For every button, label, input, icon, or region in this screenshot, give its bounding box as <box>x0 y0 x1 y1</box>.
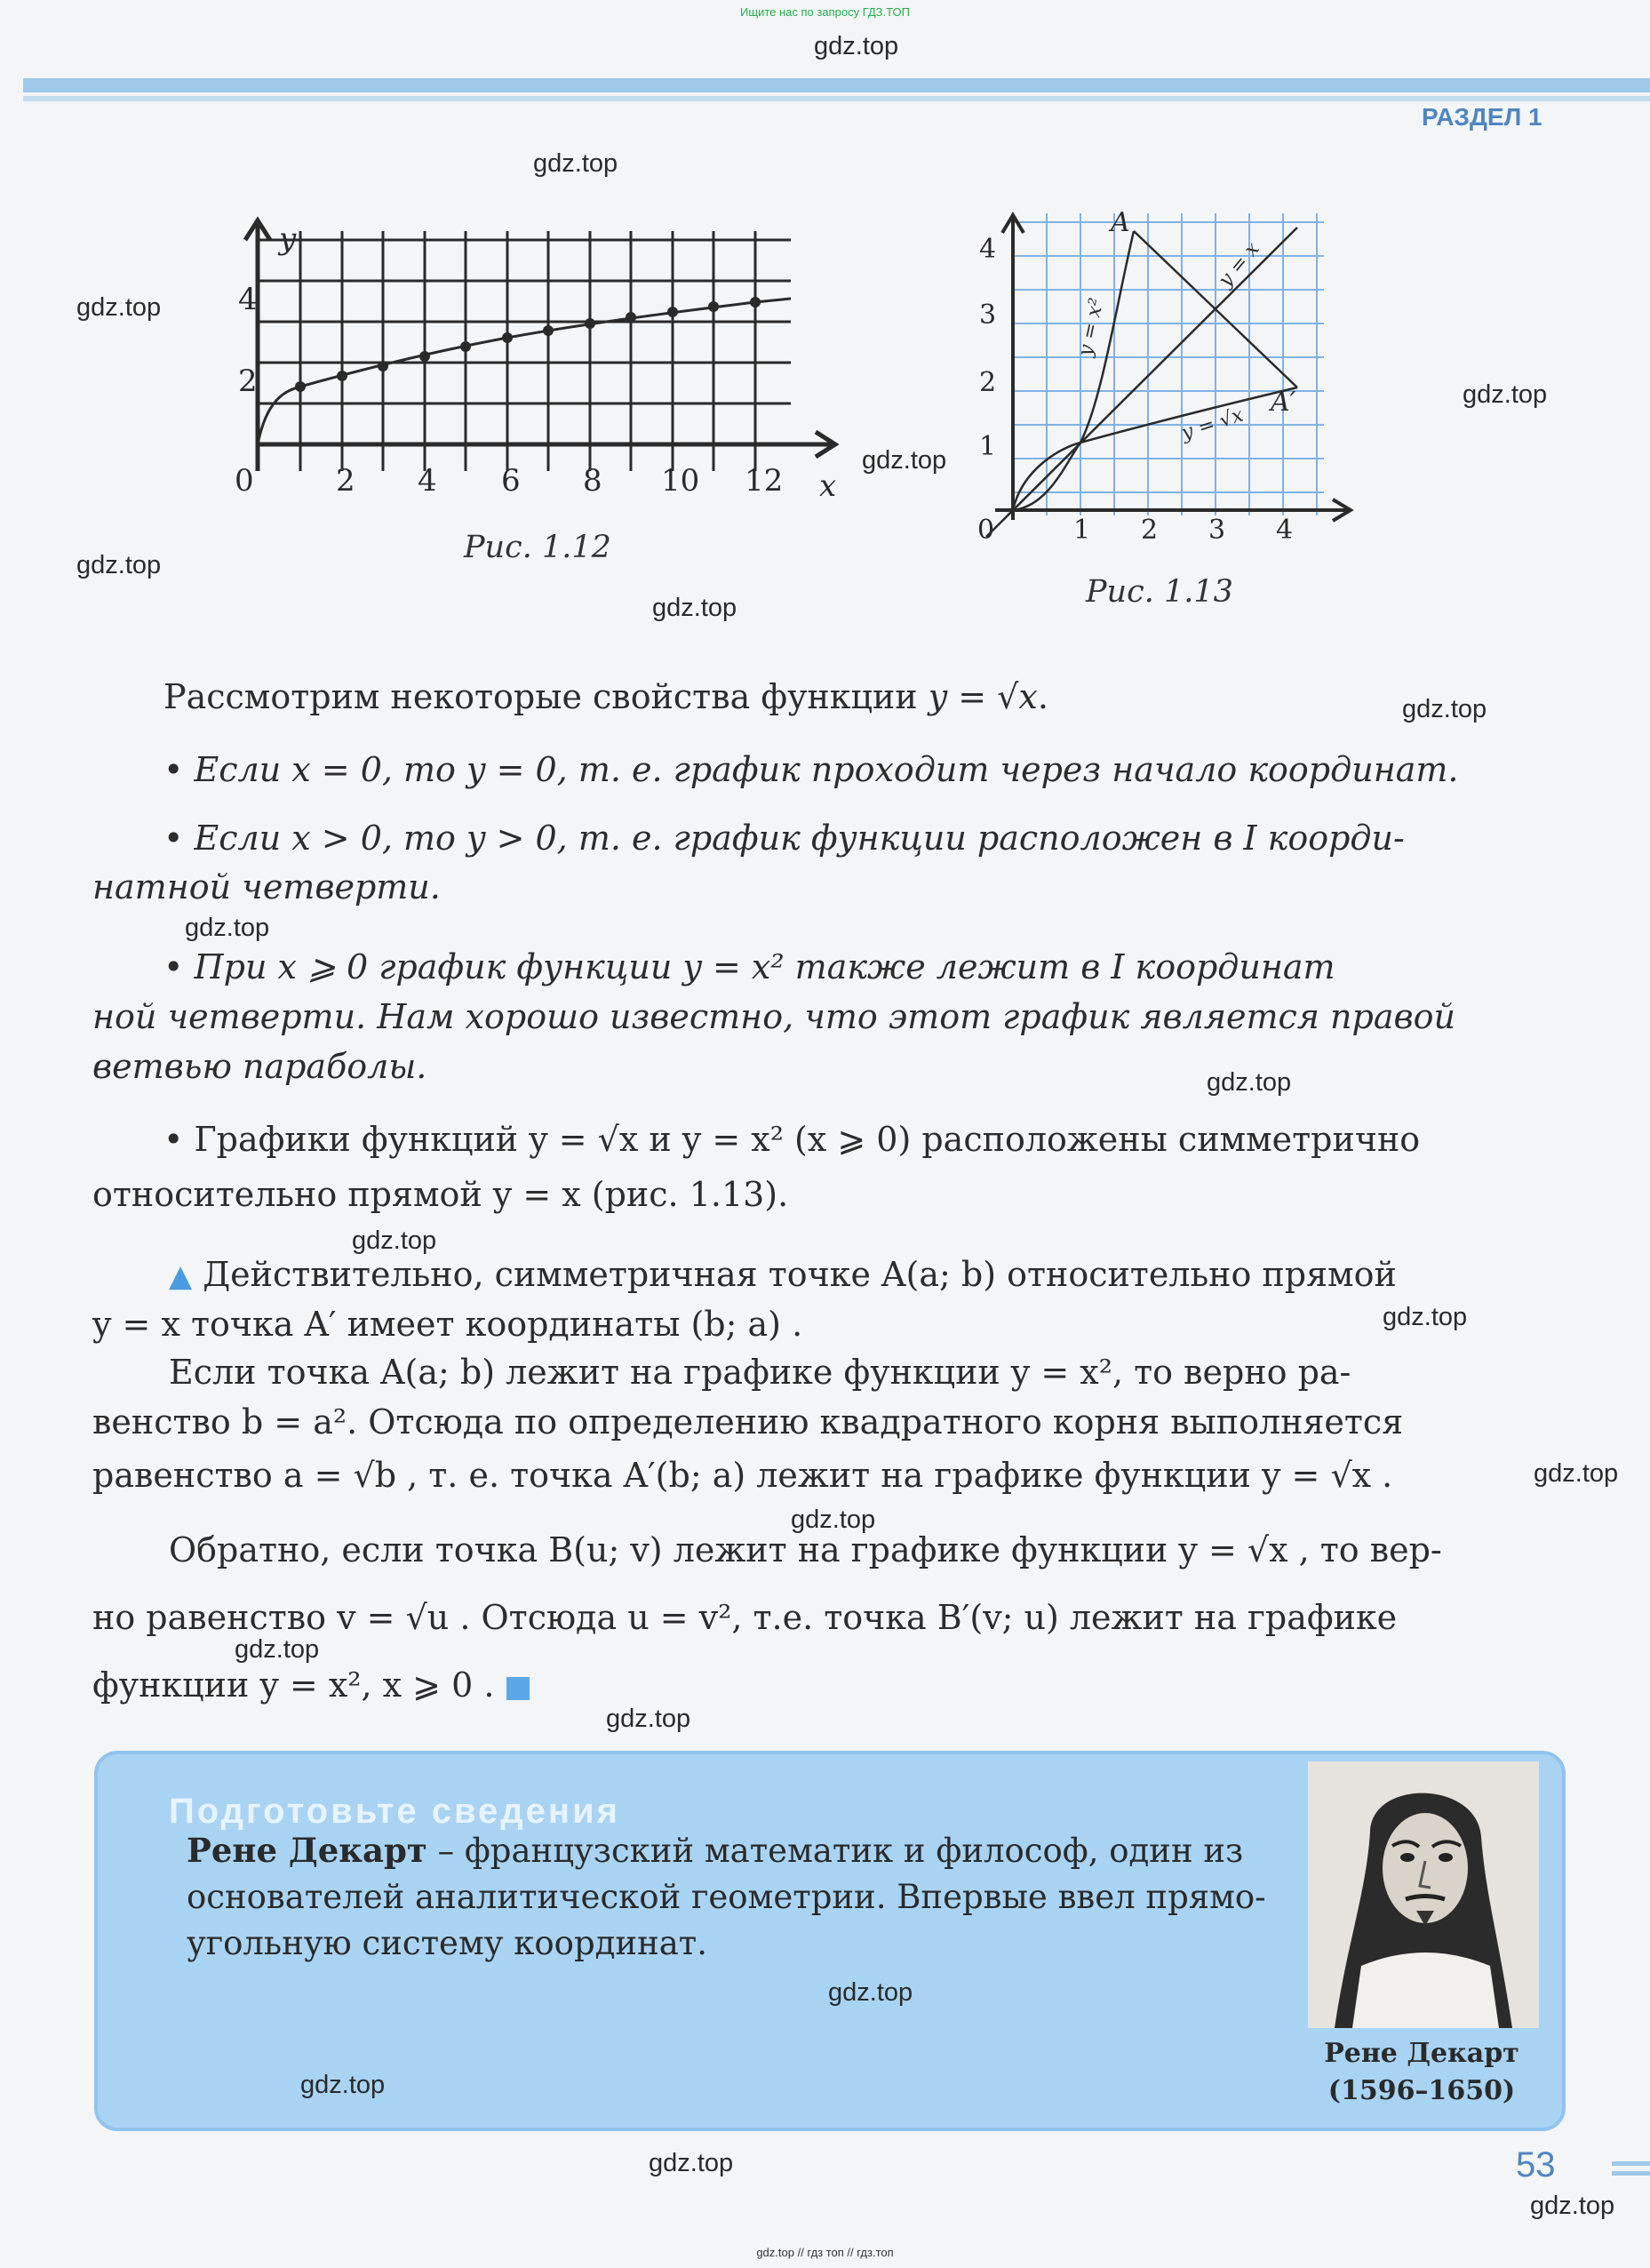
bottom-banner: gdz.top // гдз топ // гдз.топ <box>756 2246 894 2259</box>
watermark: gdz.top <box>791 1505 876 1534</box>
proof-line: y = x точка A′ имеет координаты (b; a) . <box>92 1305 803 1344</box>
watermark: gdz.top <box>1207 1068 1292 1097</box>
curve-label-sqrt: y = √x <box>1178 403 1247 445</box>
y-tick: 1 <box>979 431 997 462</box>
watermark: gdz.top <box>235 1635 320 1664</box>
watermark: gdz.top <box>1383 1303 1468 1331</box>
y-tick: 3 <box>979 299 997 331</box>
header-bar-accent <box>23 96 1650 101</box>
proof-line: венство b = a². Отсюда по определению квадратного корня выполняется <box>92 1402 1404 1441</box>
point-label-A-prime: A′ <box>1271 387 1296 418</box>
watermark: gdz.top <box>862 446 947 475</box>
x-tick: 1 <box>1073 515 1091 546</box>
y-tick: 4 <box>979 234 997 265</box>
watermark: gdz.top <box>76 293 162 322</box>
proof-line: ▲ Действительно, симметричная точке A(a; b) относительно прямой <box>169 1255 1397 1294</box>
x-axis-label: x <box>819 468 837 504</box>
x-tick: 4 <box>1276 515 1294 546</box>
line-y-equals-x <box>986 228 1297 537</box>
curve-label-parabola: y = x² <box>1074 296 1109 359</box>
y-tick: 2 <box>979 367 997 398</box>
top-banner: Ищите нас по запросу ГДЗ.ТОП <box>740 5 910 19</box>
watermark: gdz.top <box>828 1978 913 2007</box>
header-bar <box>23 78 1650 92</box>
section-label: РАЗДЕЛ 1 <box>1422 103 1542 131</box>
parabola-curve <box>1013 231 1134 510</box>
point-label-A: A <box>1111 207 1130 238</box>
watermark: gdz.top <box>1402 695 1487 723</box>
property-bullet-cont: относительно прямой y = x (рис. 1.13). <box>92 1175 789 1214</box>
portrait-image <box>1308 1761 1539 2028</box>
watermark: gdz.top <box>814 32 899 60</box>
watermark: gdz.top <box>606 1705 691 1733</box>
proof-line: Если точка A(a; b) лежит на графике функции y = x², то верно ра- <box>169 1353 1351 1392</box>
y-tick: 2 <box>238 363 258 399</box>
y-tick: 4 <box>238 282 258 317</box>
x-tick: 0 <box>235 463 254 499</box>
x-tick: 12 <box>745 463 784 499</box>
property-bullet: • При x ⩾ 0 график функции y = x² также лежит в I координат <box>163 947 1335 986</box>
intro-paragraph: Рассмотрим некоторые свойства функции y = √x. <box>163 677 1048 716</box>
watermark: gdz.top <box>185 914 270 942</box>
x-tick: 2 <box>1141 515 1159 546</box>
property-bullet: • Если x > 0, то y > 0, т. е. график функции расположен в I коорди- <box>163 819 1405 858</box>
portrait-caption: Рене Декарт (1596–1650) <box>1324 2038 1519 2106</box>
x-tick: 6 <box>501 463 521 499</box>
x-tick: 3 <box>1208 515 1226 546</box>
property-bullet-cont: ветвью параболы. <box>92 1047 427 1086</box>
watermark: gdz.top <box>1463 380 1548 409</box>
watermark: gdz.top <box>300 2071 386 2099</box>
property-bullet-cont: натной четверти. <box>92 867 441 906</box>
x-tick: 10 <box>661 463 700 499</box>
watermark: gdz.top <box>652 594 737 622</box>
figure-1-12 <box>222 213 862 515</box>
proof-end-marker <box>506 1677 530 1700</box>
x-tick: 4 <box>418 463 437 499</box>
proof-start-marker: ▲ <box>169 1258 193 1294</box>
watermark: gdz.top <box>352 1226 437 1255</box>
proof-line: равенство a = √b , т. е. точка A′(b; a) лежит на графике функции y = √x . <box>92 1456 1393 1495</box>
proof-line: но равенство v = √u . Отсюда u = v², т.е. точка B′(v; u) лежит на графике <box>92 1598 1398 1637</box>
figure-caption: Рис. 1.12 <box>464 530 611 565</box>
portrait-drawing <box>1308 1761 1539 2028</box>
curve-label-y-eq-x: y = x <box>1214 238 1264 291</box>
page-number: 53 <box>1516 2145 1556 2184</box>
figure-caption: Рис. 1.13 <box>1086 574 1233 610</box>
watermark: gdz.top <box>76 551 162 579</box>
watermark: gdz.top <box>533 149 618 178</box>
x-tick: 8 <box>583 463 602 499</box>
property-bullet: • Если x = 0, то y = 0, т. е. график проходит через начало координат. <box>163 750 1459 789</box>
property-bullet: • Графики функций y = √x и y = x² (x ⩾ 0) расположены симметрично <box>163 1120 1421 1159</box>
watermark: gdz.top <box>1530 2192 1615 2220</box>
x-tick: 0 <box>977 515 995 546</box>
figure-1-13 <box>960 204 1386 560</box>
watermark: gdz.top <box>1534 1459 1619 1488</box>
proof-line: функции y = x², x ⩾ 0 . <box>92 1660 1558 1710</box>
info-box-text: Рене Декарт – французский математик и философ, один из основателей аналитической геометрии. Впервые ввел прямо-угольную систему координат. <box>187 1831 1266 1962</box>
property-bullet-cont: ной четверти. Нам хорошо известно, что этот график является правой <box>92 997 1455 1036</box>
watermark: gdz.top <box>649 2149 734 2177</box>
x-tick: 2 <box>336 463 355 499</box>
y-axis-label: y <box>279 221 297 257</box>
info-box-title: Подготовьте сведения <box>169 1792 621 1831</box>
page-number-decoration <box>1612 2161 1650 2181</box>
proof-line: Обратно, если точка B(u; v) лежит на графике функции y = √x , то вер- <box>169 1530 1442 1569</box>
